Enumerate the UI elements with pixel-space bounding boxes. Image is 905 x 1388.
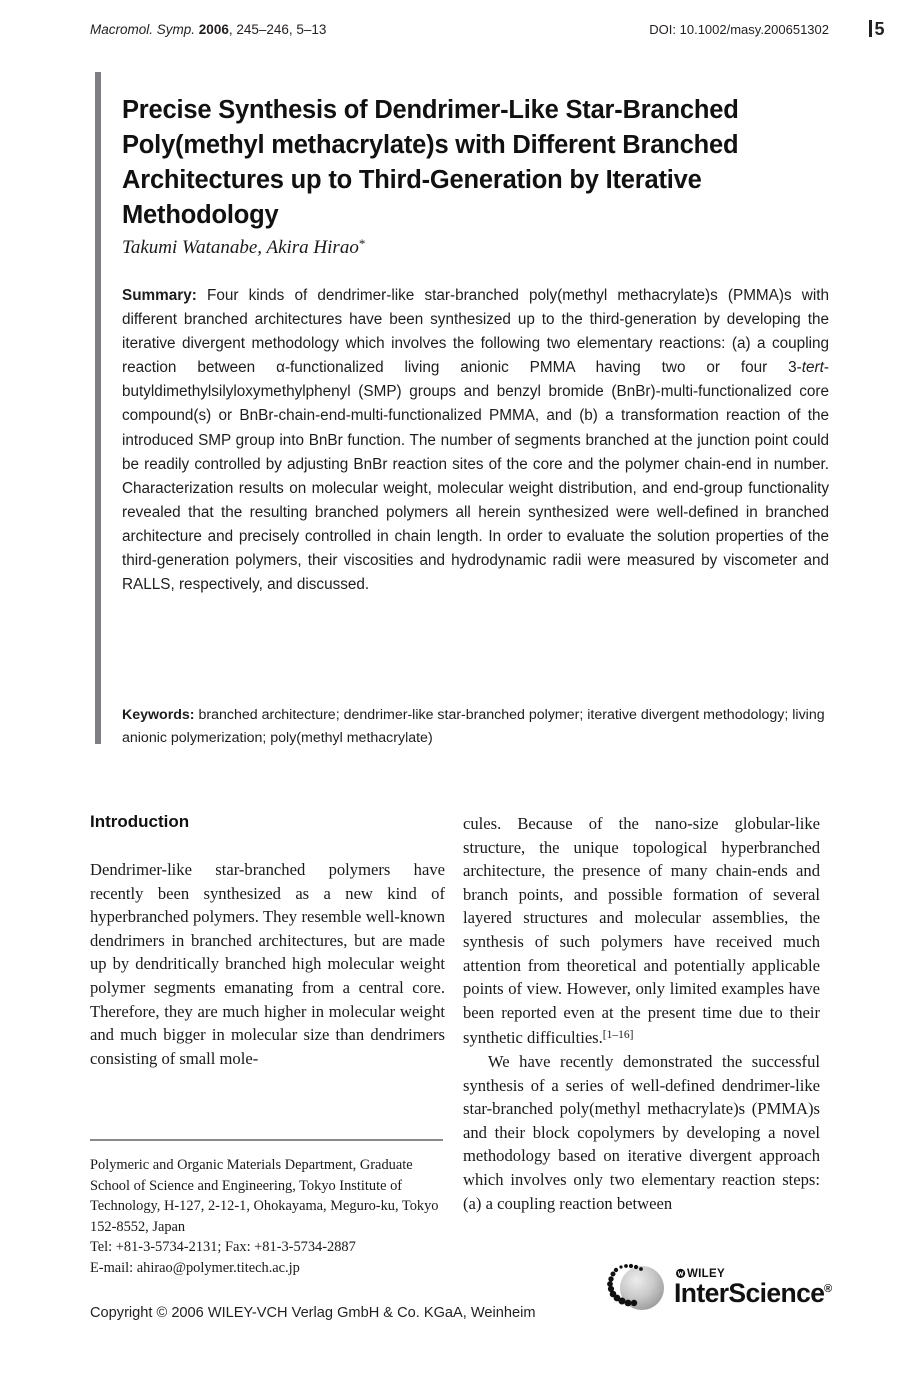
journal-citation bbox=[90, 22, 326, 37]
keywords-label: Keywords: bbox=[122, 707, 195, 723]
journal-name: Macromol. Symp. bbox=[90, 22, 196, 37]
email-text: E-mail: ahirao@polymer.titech.ac.jp bbox=[90, 1259, 300, 1276]
wiley-interscience-logo bbox=[600, 1262, 835, 1322]
author-names: Takumi Watanabe, Akira Hirao bbox=[122, 237, 359, 258]
title-accent-bar bbox=[95, 72, 101, 744]
svg-text:WILEY: WILEY bbox=[687, 1268, 725, 1280]
paragraph: Dendrimer-like star-branched polymers have recently been synthesized as a new kind of hyperbranched polymers. They resemble well-known dendrimers in branched architectures, but are made up by dendritically branched high molecular weight polymer segments emanating from a central core. Therefore, they are much higher in molecular weight and much bigger in molecular size than dendrimers consisting of small mole- bbox=[90, 860, 445, 1068]
corresponding-author-marker: * bbox=[358, 236, 366, 251]
summary-label: Summary: bbox=[122, 287, 197, 304]
summary-text-part1: Four kinds of dendrimer-like star-branched poly(methyl methacrylate)s (PMMA)s with different branched architectures have been synthesized up to the third-generation by developing the iterative divergent methodology which involves the following two elementary reactions: (a) a coupling reaction between α-functionalized living anionic PMMA having two or four 3- bbox=[122, 287, 829, 377]
svg-text:InterScience: InterScience bbox=[674, 1278, 825, 1308]
keywords-text: branched architecture; dendrimer-like star-branched polymer; iterative divergent methodology; living anionic polymerization; poly(methyl methacrylate) bbox=[122, 707, 825, 746]
affiliation-text: Polymeric and Organic Materials Department, Graduate School of Science and Engineering, Tokyo Institute of Technology, H-127, 2-12-1, Ohokayama, Meguro-ku, Tokyo 152-8552, Japan bbox=[90, 1157, 439, 1235]
journal-year: 2006 bbox=[198, 22, 229, 37]
section-heading-introduction: Introduction bbox=[90, 812, 190, 831]
summary-block bbox=[122, 284, 829, 597]
paragraph bbox=[463, 812, 820, 1050]
page-number-rule bbox=[869, 20, 872, 37]
running-head bbox=[90, 19, 885, 44]
logo-interscience-wordmark bbox=[674, 1278, 832, 1308]
body-column-left bbox=[90, 812, 445, 1070]
author-list bbox=[122, 236, 822, 259]
body-column-right bbox=[463, 812, 820, 1215]
copyright-text: Copyright © 2006 WILEY-VCH Verlag GmbH & Co. KGaA, Weinheim bbox=[90, 1305, 536, 1321]
doi-text: DOI: 10.1002/masy.200651302 bbox=[649, 22, 829, 37]
page-number-value: 5 bbox=[874, 19, 885, 39]
summary-text-part2: -butyldimethylsilyloxymethylphenyl (SMP) groups and benzyl bromide (BnBr)-multi-functionalized core compound(s) or BnBr-chain-end-multi-functionalized PMMA, and (b) a transformation reaction of the introduced SMP group into BnBr function. The number of segments branched at the junction point could be readily controlled by adjusting BnBr reaction sites of the core and the polymer chain-end in number. Characterization results on molecular weight, molecular weight distribution, and end-group functionality revealed that the resulting branched polymers all herein synthesized were well-defined in branched architecture and precisely controlled in chain length. In order to evaluate the solution properties of the third-generation polymers, their viscosities and hydrodynamic radii were measured by viscometer and RALLS, respectively, and discussed. bbox=[122, 359, 829, 594]
paragraph-text: cules. Because of the nano-size globular-like structure, the unique topological hyperbranched architecture, the presence of many chain-ends and branch points, and possible formation of several layered structures and molecular assemblies, the synthesis of such polymers have received much attention from theoretical and potentially applicable points of view. However, only limited examples have been reported even at the present time due to their synthetic difficulties. bbox=[463, 814, 820, 1048]
phone-fax-text: Tel: +81-3-5734-2131; Fax: +81-3-5734-2887 bbox=[90, 1239, 356, 1256]
footnote-block bbox=[90, 1155, 447, 1279]
footnote-divider bbox=[90, 1139, 443, 1141]
page-title: Precise Synthesis of Dendrimer-Like Star-Branched Poly(methyl methacrylate)s with Different Branched Architectures up to Third-Generation by Iterative Methodology bbox=[122, 96, 739, 230]
paragraph: We have recently demonstrated the successful synthesis of a series of well-defined dendrimer-like star-branched poly(methyl methacrylate)s (PMMA)s and their block copolymers by developing a novel methodology based on iterative divergent approach which involves only two elementary reaction steps: (a) a coupling reaction between bbox=[463, 1051, 820, 1213]
journal-volume-pages: , 245–246, 5–13 bbox=[228, 22, 327, 37]
keywords-block bbox=[122, 704, 829, 750]
citation-reference: [1–16] bbox=[602, 1029, 634, 1042]
svg-text:®: ® bbox=[824, 1283, 833, 1295]
page-number bbox=[869, 19, 885, 40]
summary-italic-tert: tert bbox=[801, 359, 824, 377]
